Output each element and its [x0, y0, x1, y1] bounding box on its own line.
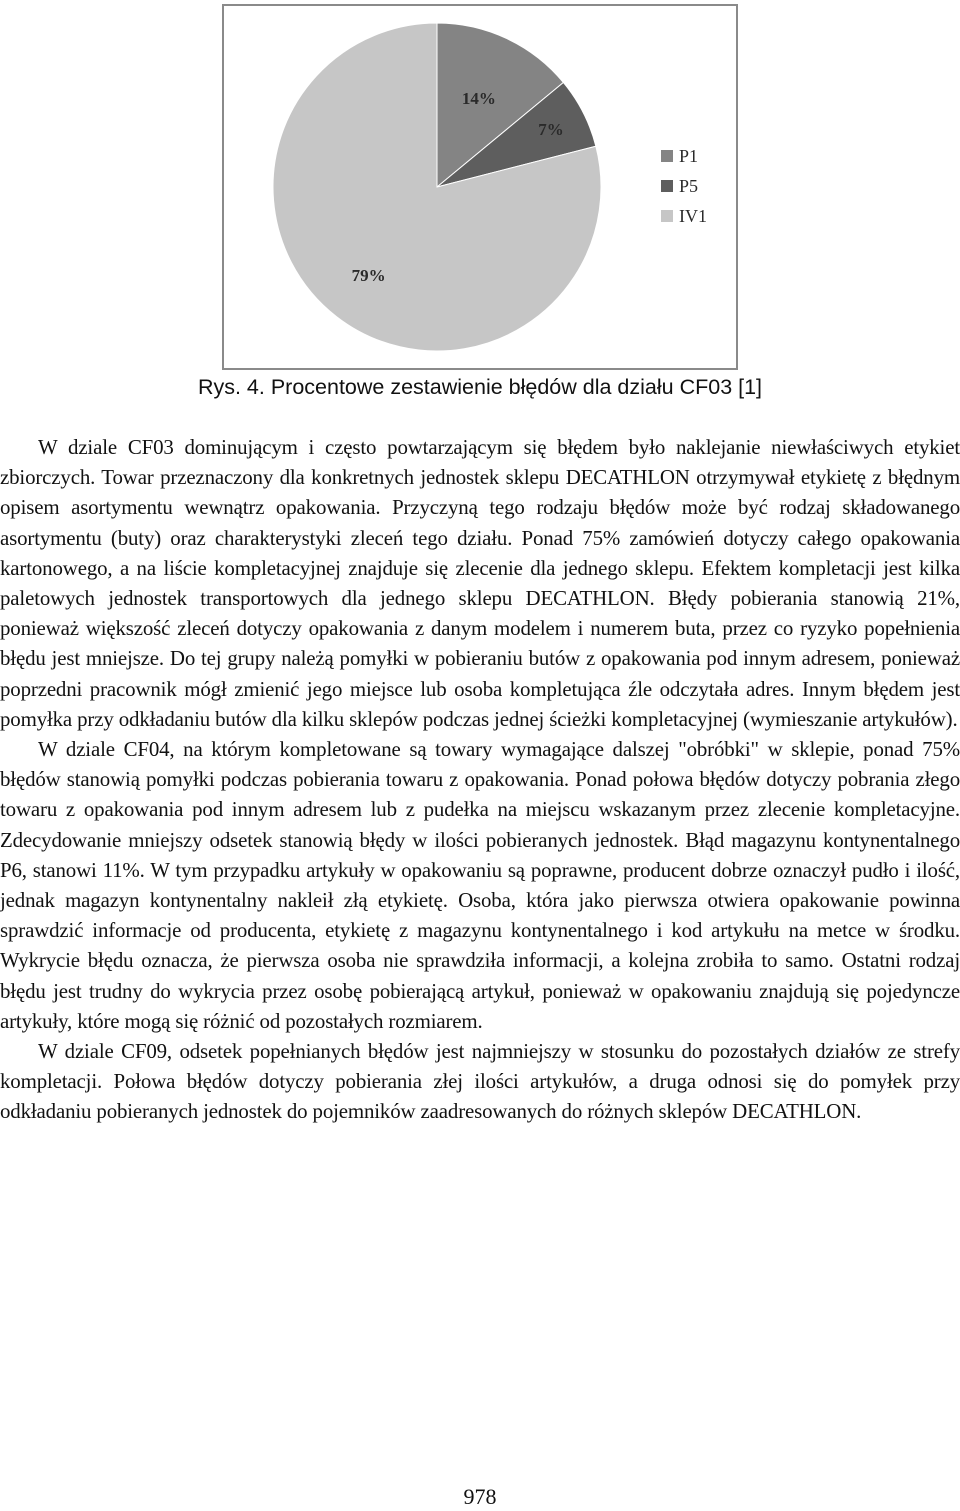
pie-legend: [661, 146, 707, 226]
pie-chart: [222, 4, 738, 370]
paragraph-cf04: W dziale CF04, na którym kompletowane są towary wymagające dalszej "obróbki" w sklepie, ponad 75% błędów stanowią pomyłki podczas pobierania towaru z opakowania. Ponad połowa błędów dotyczy pobrania złego towaru z opakowania pod innym adresem lub z pudełka na miejscu wskazanym przez zlecenie kompletacyjne. Zdecydowanie mniejszy odsetek stanowią błędy w ilości pobieranych jednostek. Błąd magazynu kontynentalnego P6, stanowi 11%. W tym przypadku artykuły w opakowaniu są poprawne, producent dobrze oznaczył pudło i ilość, jednak magazyn kontynentalny nakleił złą etykietę. Osoba, która jako pierwsza otwiera opakowanie powinna sprawdzić informacje od producenta, etykietę z magazynu kontynentalnego i kod artykułu na metce w środku. Wykrycie błędu oznacza, że pierwsza osoba nie sprawdziła informacji, a kolejna zrobiła to samo. Ostatni rodzaj błędu jest trudny do wykrycia przez osobę pobierającą artykuł, ponieważ w opakowaniu znajdują się pojedyncze artykuły, które mogą się różnić od pozostałych rozmiarem.: [0, 737, 960, 1033]
legend-label-p5: P5: [679, 176, 699, 196]
paragraph-cf03: W dziale CF03 dominującym i często powtarzającym się błędem było naklejanie niewłaściwych etykiet zbiorczych. Towar przeznaczony dla konkretnych jednostek sklepu DECATHLON otrzymywał etykietę z błędnym opisem asortymentu wewnątrz opakowania. Przyczyną tego rodzaju błędów może być rodzaj składowanego asortymentu (buty) oraz charakterystyki zleceń tego działu. Ponad 75% zamówień dotyczy całego opakowania kartonowego, a na liście kompletacyjnej znajduje się zlecenie dla jednego sklepu. Efektem kompletacji jest kilka paletowych jednostek transportowych dla jednego sklepu DECATHLON. Błędy pobierania stanowią 21%, ponieważ większość zleceń dotyczy opakowania z danym modelem i numerem buta, przez co ryzyko popełnienia błędu jest mniejsze. Do tej grupy należą pomyłki w pobieraniu butów z opakowania pod innym adresem, ponieważ poprzedni pracownik mógł zmienić jego miejsce lub osoba kompletująca źle odczytała adres. Innym błędem jest pomyłka przy odkładaniu butów dla kilku sklepów podczas jednej ścieżki kompletacyjnej (wymieszanie artykułów).: [0, 435, 960, 731]
pie-data-label-iv1: 79%: [351, 266, 386, 286]
legend-label-iv1: IV1: [679, 206, 707, 226]
pie-chart-svg: [224, 6, 736, 368]
pie-data-label-p1: 14%: [461, 88, 496, 108]
figure-caption: Rys. 4. Procentowe zestawienie błędów dla działu CF03 [1]: [197, 375, 763, 399]
body-text: [0, 432, 960, 1127]
paragraph-cf09: W dziale CF09, odsetek popełnianych błędów jest najmniejszy w stosunku do pozostałych działów ze strefy kompletacji. Połowa błędów dotyczy pobierania złej ilości artykułów, a druga odnosi się do pomyłek przy odkładaniu pobieranych jednostek do pojemników zaadresowanych do różnych sklepów DECATHLON.: [0, 1039, 960, 1124]
pie-data-label-p5: 7%: [538, 119, 564, 139]
pie-slices: [273, 23, 601, 351]
legend-swatch-p5: [661, 180, 673, 192]
page-number: 978: [463, 1484, 497, 1509]
legend-swatch-iv1: [661, 210, 673, 222]
legend-label-p1: P1: [679, 146, 699, 166]
legend-swatch-p1: [661, 150, 673, 162]
